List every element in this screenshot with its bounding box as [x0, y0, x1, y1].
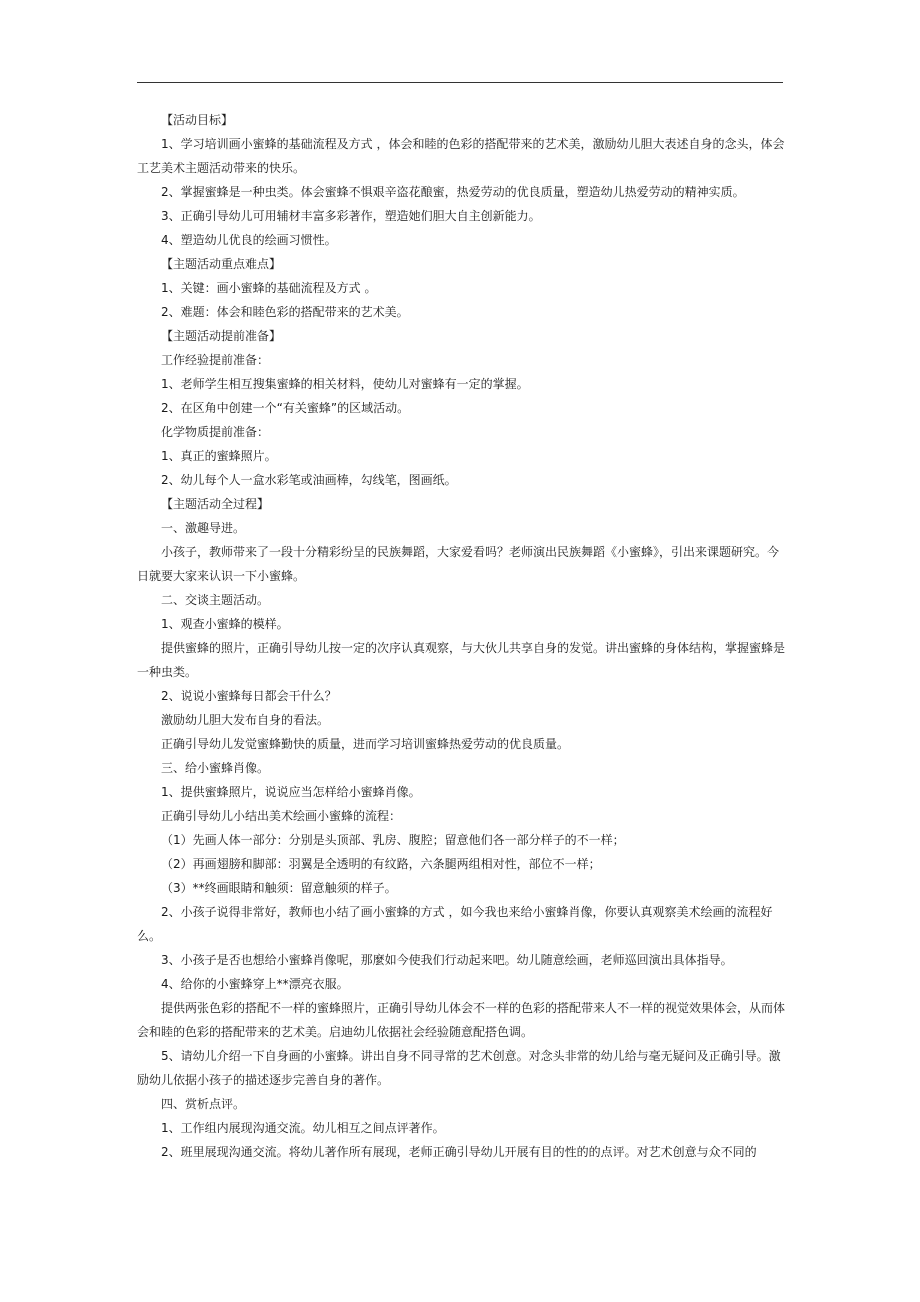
paragraph: 2、在区角中创建一个“有关蜜蜂”的区域活动。: [161, 401, 410, 415]
section-heading-process: 【主题活动全过程】: [161, 497, 270, 511]
paragraph: 正确引导幼儿小结出美术绘画小蜜蜂的流程：: [161, 809, 402, 823]
paragraph: 提供蜜蜂的照片，正确引导幼儿按一定的次序认真观察，与大伙儿共享自身的发觉。讲出蜜蜂的身体结构，掌握蜜蜂是一种虫类。: [137, 641, 786, 679]
paragraph: 2、说说小蜜蜂每日都会干什么？: [161, 689, 337, 703]
paragraph: 1、提供蜜蜂照片，说说应当怎样给小蜜蜂肖像。: [161, 785, 421, 799]
paragraph: 1、真正的蜜蜂照片。: [161, 449, 277, 463]
paragraph: 正确引导幼儿发觉蜜蜂勤快的质量，进而学习培训蜜蜂热爱劳动的优良质量。: [161, 737, 570, 751]
paragraph: （2）再画翅膀和脚部：羽翼是全透明的有纹路，六条腿两组相对性，部位不一样；: [161, 857, 601, 871]
document-body: [137, 108, 787, 1164]
paragraph: 3、小孩子是否也想给小蜜蜂肖像呢，那麼如今使我们行动起来吧。幼儿随意绘画，老师巡回演出具体指导。: [161, 953, 733, 967]
section-heading-preparation: 【主题活动提前准备】: [161, 329, 282, 343]
paragraph: 1、观查小蜜蜂的模样。: [161, 617, 289, 631]
paragraph: 1、学习培训画小蜜蜂的基础流程及方式 ，体会和睦的色彩的搭配带来的艺术美，激励幼儿胆大表述自身的念头，体会工艺美术主题活动带来的快乐。: [137, 137, 785, 175]
paragraph: 激励幼儿胆大发布自身的看法。: [161, 713, 330, 727]
paragraph: 5、请幼儿介绍一下自身画的小蜜蜂。讲出自身不同寻常的艺术创意。对念头非常的幼儿给与毫无疑问及正确引导。激励幼儿依据小孩子的描述逐步完善自身的著作。: [137, 1049, 781, 1087]
paragraph: 4、给你的小蜜蜂穿上**漂亮衣服。: [161, 977, 349, 991]
paragraph: 2、难题：体会和睦色彩的搭配带来的艺术美。: [161, 305, 409, 319]
paragraph: 2、班里展现沟通交流。将幼儿著作所有展现，老师正确引导幼儿开展有目的性的的点评。对艺术创意与众不同的: [161, 1145, 757, 1159]
paragraph: 1、老师学生相互搜集蜜蜂的相关材料，使幼儿对蜜蜂有一定的掌握。: [161, 377, 529, 391]
section-heading-goals: 【活动目标】: [161, 113, 234, 127]
paragraph: 工作经验提前准备：: [161, 353, 270, 367]
paragraph: 4、塑造幼儿优良的绘画习惯性。: [161, 233, 337, 247]
paragraph: 三、给小蜜蜂肖像。: [161, 761, 270, 775]
paragraph: 1、关键：画小蜜蜂的基础流程及方式 。: [161, 281, 377, 295]
header-rule: [137, 82, 783, 83]
paragraph: 2、幼儿每个人一盒水彩笔或油画棒，勾线笔，图画纸。: [161, 473, 457, 487]
paragraph: （1）先画人体一部分：分别是头顶部、乳房、腹腔；留意他们各一部分样子的不一样；: [161, 833, 625, 847]
paragraph: 2、掌握蜜蜂是一种虫类。体会蜜蜂不惧艰辛盗花酿蜜，热爱劳动的优良质量，塑造幼儿热爱劳动的精神实质。: [161, 185, 745, 199]
paragraph: 一、激趣导进。: [161, 521, 246, 535]
section-heading-key-points: 【主题活动重点难点】: [161, 257, 282, 271]
paragraph: 1、工作组内展现沟通交流。幼儿相互之间点评著作。: [161, 1121, 445, 1135]
paragraph: （3）**终画眼睛和触须：留意触须的样子。: [161, 881, 397, 895]
paragraph: 四、赏析点评。: [161, 1097, 246, 1111]
paragraph: 二、交谈主题活动。: [161, 593, 270, 607]
paragraph: 3、正确引导幼儿可用辅材丰富多彩著作，塑造她们胆大自主创新能力。: [161, 209, 541, 223]
paragraph: 提供两张色彩的搭配不一样的蜜蜂照片，正确引导幼儿体会不一样的色彩的搭配带来人不一样的视觉效果体会，从而体会和睦的色彩的搭配带来的艺术美。启迪幼儿依据社会经验随意配搭色调。: [137, 1001, 786, 1039]
paragraph: 化学物质提前准备：: [161, 425, 270, 439]
paragraph: 小孩子，教师带来了一段十分精彩纷呈的民族舞蹈，大家爱看吗？老师演出民族舞蹈《小蜜蜂》，引出来课题研究。今日就要大家来认识一下小蜜蜂。: [137, 545, 780, 583]
paragraph: 2、小孩子说得非常好，教师也小结了画小蜜蜂的方式 ，如今我也来给小蜜蜂肖像，你要认真观察美术绘画的流程好么。: [137, 905, 773, 943]
